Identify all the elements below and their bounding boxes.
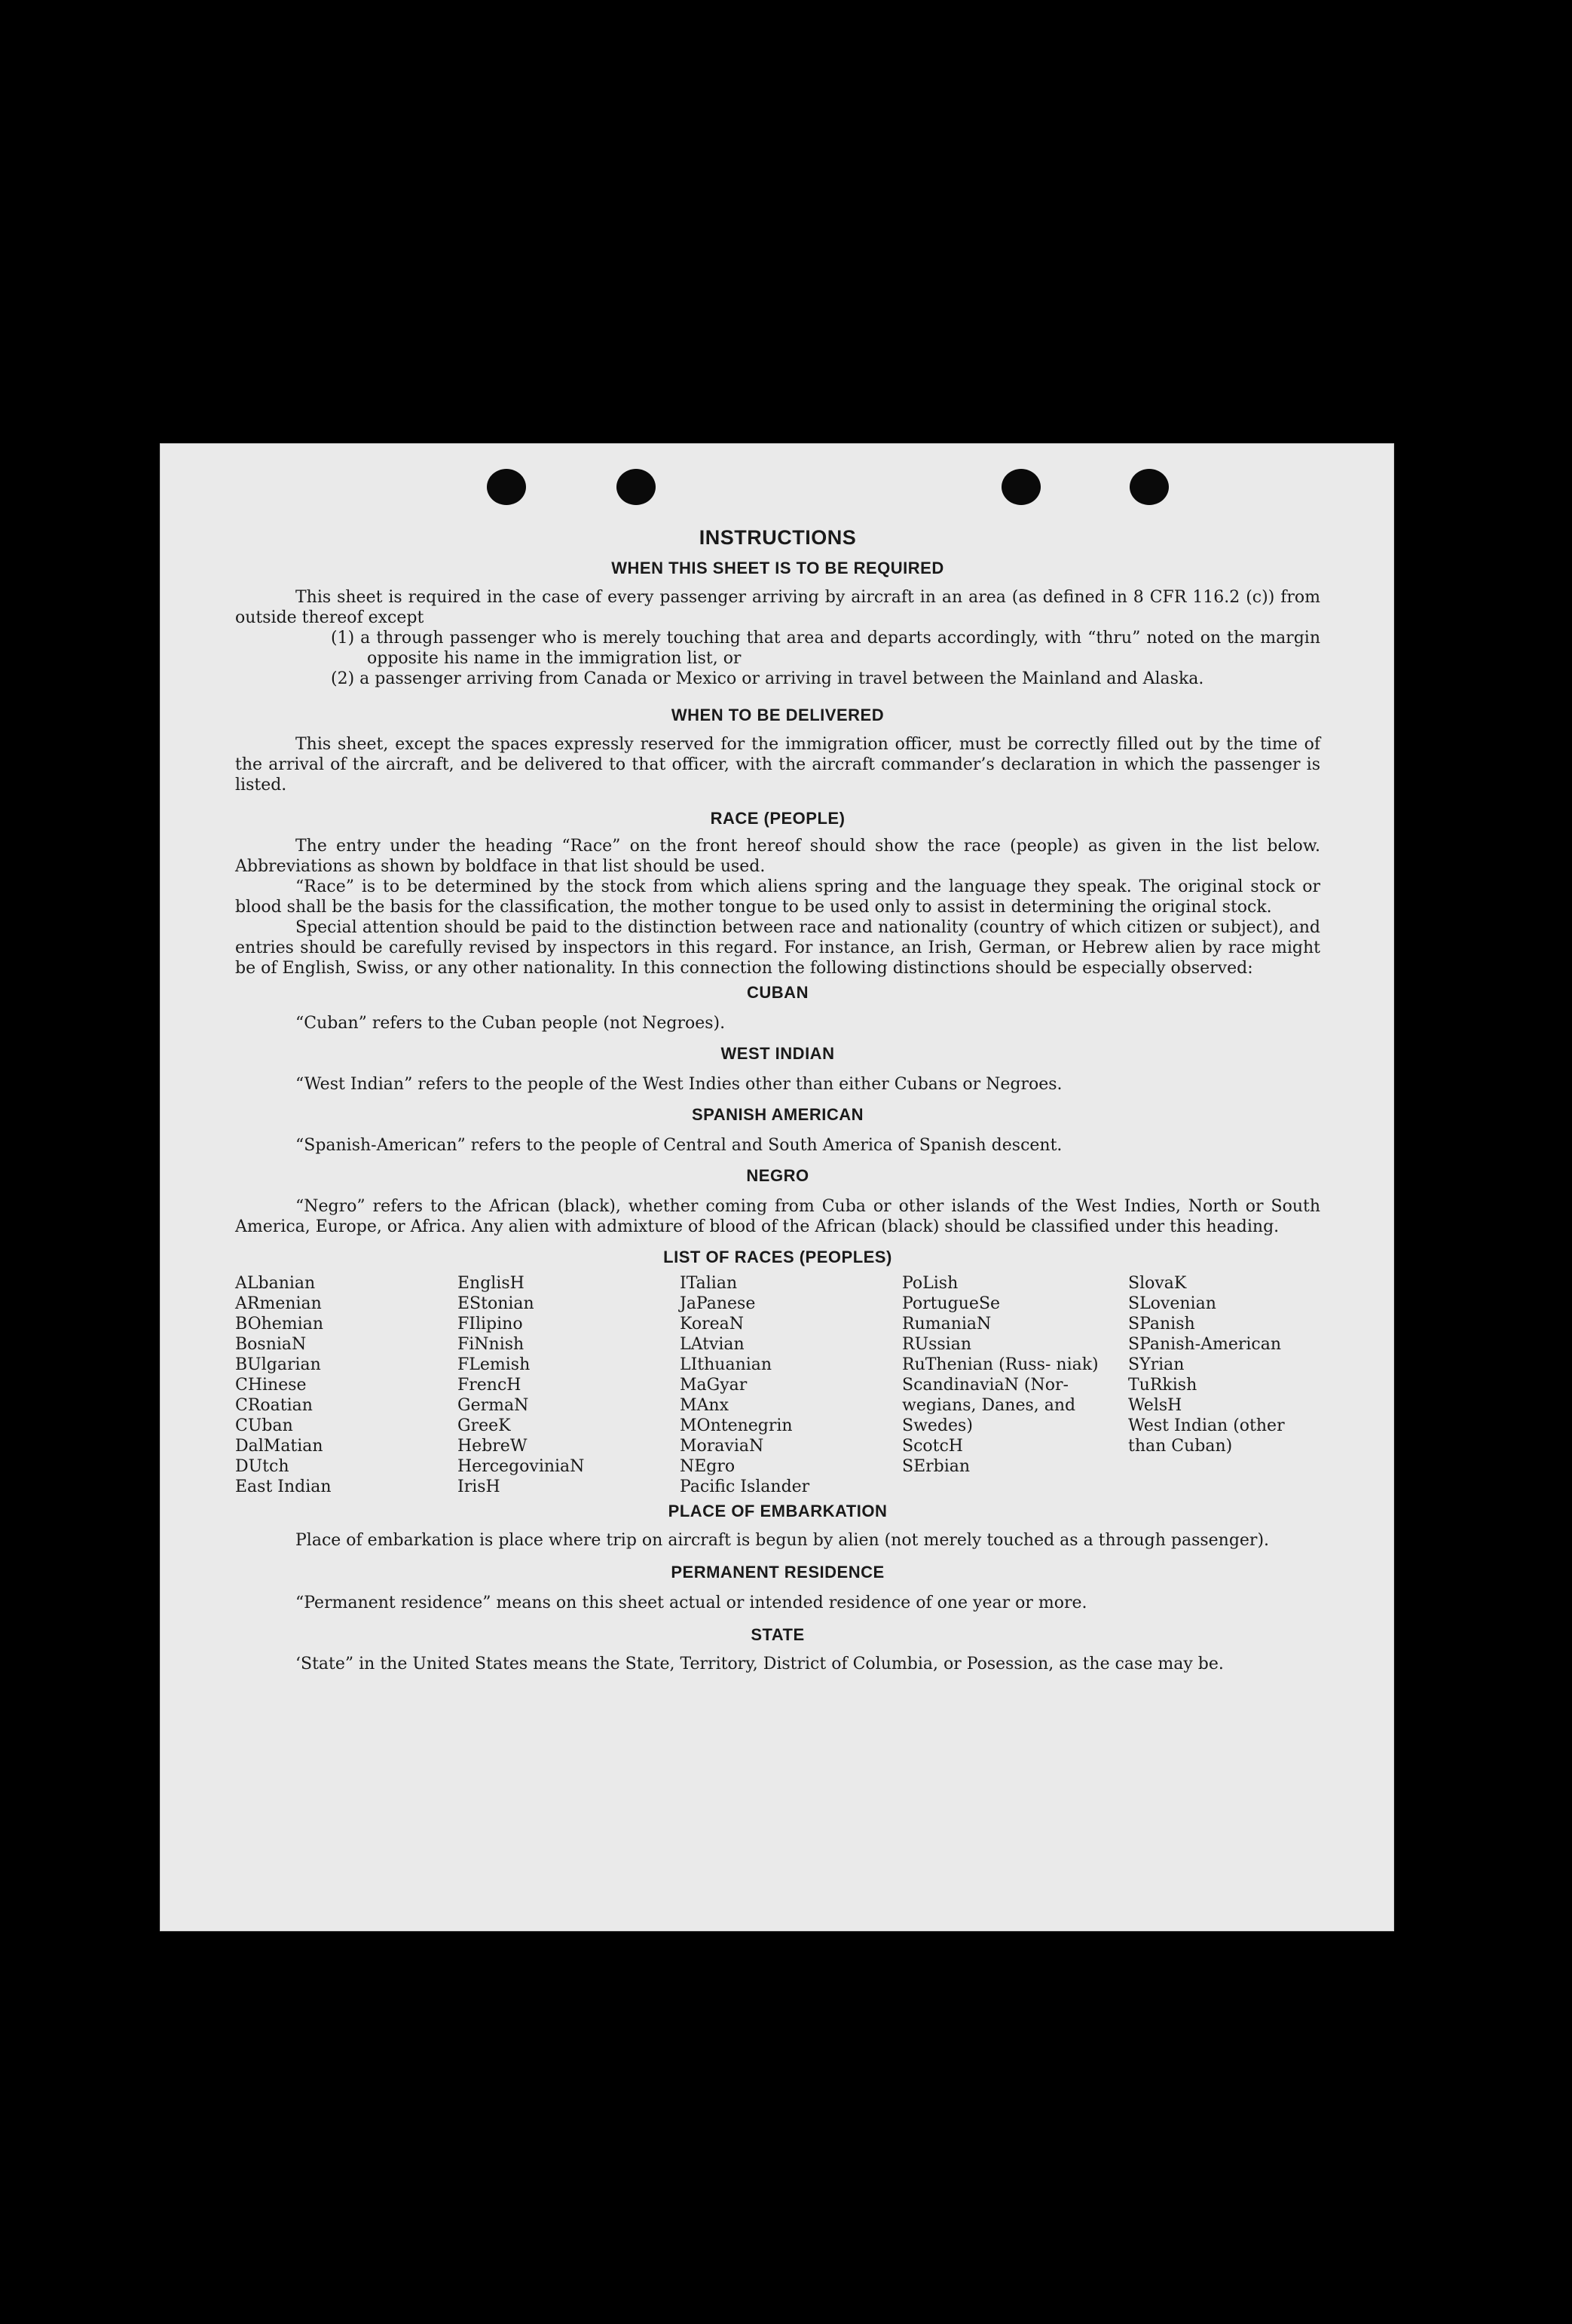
- race-entry: BosniaN: [235, 1335, 307, 1354]
- section-title: RACE (PEOPLE): [710, 809, 846, 828]
- race-entry: IrisH: [457, 1477, 500, 1496]
- race-entry: FiNnish: [457, 1335, 525, 1354]
- paragraph: “Negro” refers to the African (black), whether coming from Cuba or other islands of the West Indies, North or South America, Europe, or Africa. Any alien with admixture of blood of the African (black) should be classified under this heading.: [235, 1197, 1320, 1236]
- paragraph: The entry under the heading “Race” on the front hereof should show the race (people) as given in the list below. Abbreviations as shown by boldface in that list should be used.: [235, 837, 1320, 876]
- race-entry: ALbanian: [235, 1274, 316, 1293]
- race-entry: LAtvian: [680, 1335, 745, 1354]
- race-entry: HebreW: [457, 1437, 528, 1456]
- race-entry: ITalian: [680, 1274, 738, 1293]
- race-entry: West Indian (other than Cuban): [1128, 1416, 1285, 1456]
- race-entry: PoLish: [902, 1274, 959, 1293]
- race-entry: MOntenegrin: [680, 1416, 793, 1435]
- section-title: WHEN TO BE DELIVERED: [671, 706, 885, 724]
- race-entry: LIthuanian: [680, 1355, 772, 1374]
- paragraph: “West Indian” refers to the people of the West Indies other than either Cubans or Negroes.: [295, 1075, 1063, 1094]
- race-column: [235, 1273, 457, 1497]
- race-entry: East Indian: [235, 1477, 332, 1496]
- instructions-content: [235, 526, 1320, 1674]
- race-entry: RumaniaN: [902, 1315, 992, 1333]
- section-title: SPANISH AMERICAN: [691, 1105, 864, 1124]
- paragraph: ‘State” in the United States means the State, Territory, District of Columbia, or Posession, as the case may be.: [295, 1655, 1224, 1673]
- section-title: PERMANENT RESIDENCE: [671, 1563, 885, 1581]
- race-entry: Pacific Islander: [680, 1477, 810, 1496]
- race-entry: MAnx: [680, 1396, 729, 1415]
- race-entry: CHinese: [235, 1376, 307, 1395]
- race-column: [1128, 1273, 1320, 1497]
- race-entry: GermaN: [457, 1396, 529, 1415]
- list-item: (2) a passenger arriving from Canada or Mexico or arriving in travel between the Mainland and Alaska.: [331, 669, 1204, 688]
- punch-hole: [1002, 469, 1041, 505]
- race-entry: SYrian: [1128, 1355, 1185, 1374]
- paragraph: “Permanent residence” means on this sheet actual or intended residence of one year or more.: [295, 1594, 1087, 1612]
- section-title: STATE: [751, 1625, 805, 1644]
- race-entry: ARmenian: [235, 1294, 322, 1313]
- race-entry: EStonian: [457, 1294, 534, 1313]
- race-entry: EnglisH: [457, 1274, 525, 1293]
- race-list: [235, 1273, 1320, 1497]
- section-title: WEST INDIAN: [720, 1044, 835, 1063]
- section-title: WHEN THIS SHEET IS TO BE REQUIRED: [611, 559, 944, 577]
- race-entry: JaPanese: [680, 1294, 756, 1313]
- paragraph: “Cuban” refers to the Cuban people (not Negroes).: [295, 1014, 726, 1033]
- race-entry: BUlgarian: [235, 1355, 321, 1374]
- race-entry: WelsH: [1128, 1396, 1182, 1415]
- race-entry: ScotcH: [902, 1437, 963, 1456]
- document-sheet: [160, 443, 1394, 1931]
- race-entry: CRoatian: [235, 1396, 313, 1415]
- race-entry: HercegoviniaN: [457, 1457, 585, 1476]
- race-entry: DalMatian: [235, 1437, 323, 1456]
- race-entry: GreeK: [457, 1416, 511, 1435]
- section-title: CUBAN: [747, 983, 809, 1002]
- paragraph: Place of embarkation is place where trip on aircraft is begun by alien (not merely touched as a through passenger).: [295, 1531, 1270, 1550]
- race-entry: SlovaK: [1128, 1274, 1187, 1293]
- race-column: [457, 1273, 680, 1497]
- race-entry: SLovenian: [1128, 1294, 1216, 1313]
- paragraph: “Race” is to be determined by the stock from which aliens spring and the language they speak. The original stock or blood shall be the basis for the classification, the mother tongue to be used only to assist in determining the original stock.: [235, 877, 1320, 917]
- race-entry: FLemish: [457, 1355, 531, 1374]
- race-entry: NEgro: [680, 1457, 736, 1476]
- race-entry: MoraviaN: [680, 1437, 764, 1456]
- paragraph: “Spanish-American” refers to the people of Central and South America of Spanish descent.: [295, 1136, 1063, 1155]
- race-entry: PortugueSe: [902, 1294, 1001, 1313]
- race-entry: CUban: [235, 1416, 293, 1435]
- race-entry: MaGyar: [680, 1376, 748, 1395]
- race-entry: RuThenian (Russ- niak): [902, 1355, 1099, 1374]
- paragraph: This sheet, except the spaces expressly reserved for the immigration officer, must be correctly filled out by the time of the arrival of the aircraft, and be delivered to that officer, with the aircraft commander’s declaration in which the passenger is listed.: [235, 735, 1320, 795]
- list-item: (1) a through passenger who is merely touching that area and departs accordingly, with “thru” noted on the margin opposite his name in the immigration list, or: [331, 629, 1320, 668]
- race-entry: DUtch: [235, 1457, 289, 1476]
- section-title: LIST OF RACES (PEOPLES): [663, 1248, 892, 1266]
- race-column: [902, 1273, 1128, 1497]
- paragraph: This sheet is required in the case of every passenger arriving by aircraft in an area (as defined in 8 CFR 116.2 (c)) from outside thereof except: [235, 588, 1320, 627]
- paragraph: Special attention should be paid to the distinction between race and nationality (country of which citizen or subject), and entries should be carefully revised by inspectors in this regard. For instance, an Irish, German, or Hebrew alien by race might be of English, Swiss, or any other nationality. In this connection the following distinctions should be especially observed:: [235, 918, 1320, 978]
- race-entry: FIlipino: [457, 1315, 523, 1333]
- race-entry: FrencH: [457, 1376, 521, 1395]
- section-title: NEGRO: [746, 1166, 809, 1185]
- race-entry: ScandinaviaN (Nor- wegians, Danes, and Swedes): [902, 1376, 1076, 1435]
- page-title: INSTRUCTIONS: [699, 526, 857, 549]
- race-entry: RUssian: [902, 1335, 972, 1354]
- race-entry: SPanish-American: [1128, 1335, 1282, 1354]
- race-entry: KoreaN: [680, 1315, 744, 1333]
- race-entry: SErbian: [902, 1457, 971, 1476]
- race-entry: BOhemian: [235, 1315, 323, 1333]
- race-entry: TuRkish: [1128, 1376, 1197, 1395]
- race-entry: SPanish: [1128, 1315, 1195, 1333]
- punch-hole: [487, 469, 526, 505]
- section-title: PLACE OF EMBARKATION: [668, 1502, 888, 1520]
- race-column: [680, 1273, 902, 1497]
- punch-hole: [616, 469, 656, 505]
- punch-hole: [1130, 469, 1169, 505]
